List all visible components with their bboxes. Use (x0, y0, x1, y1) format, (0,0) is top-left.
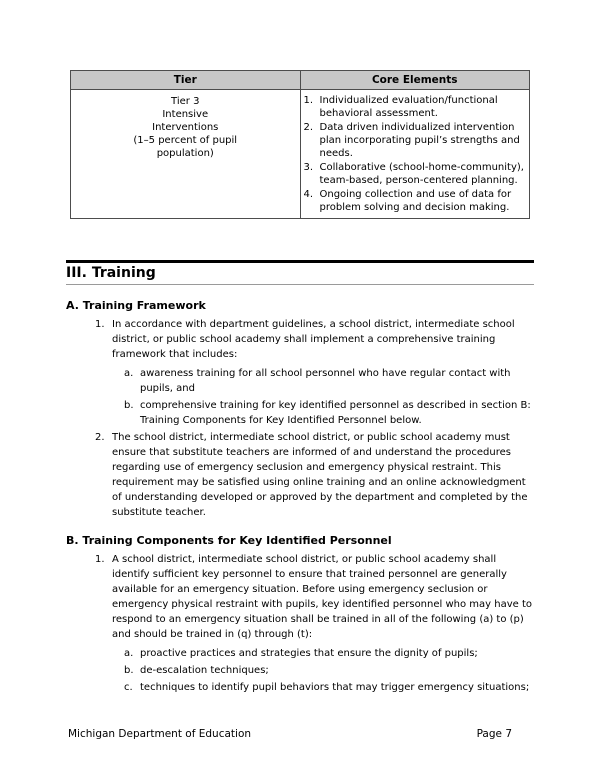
tier-line: Tier 3 (171, 96, 200, 107)
tier-core-elements-table (70, 70, 530, 219)
list-item-text: proactive practices and strategies that ensure the dignity of pupils; (140, 648, 478, 659)
list-subitem (124, 646, 534, 661)
list-marker: 2. (95, 432, 105, 443)
tier-line: population) (156, 148, 214, 159)
core-elements-cell (300, 90, 530, 219)
list-item-text: The school district, intermediate school district, or public school academy must ensure that substitute teachers are informed of and understand the procedures regarding use of emergency seclusion and emergency physical restraint. This requirement may be satisfied using online training and an online acknowledgment of understanding developed or approved by the department and completed by the substitute teacher. (112, 432, 528, 518)
list-item (95, 317, 534, 362)
list-marker: 4. (303, 189, 314, 200)
list-item-text: Data driven individualized intervention plan incorporating pupil’s strengths and needs. (319, 122, 520, 159)
list-marker: b. (124, 400, 134, 411)
section-title: III. Training (66, 265, 156, 281)
list-marker: a. (124, 648, 134, 659)
list-item-text: de-escalation techniques; (140, 665, 269, 676)
core-element-item (304, 94, 526, 120)
list-subitem (124, 663, 534, 678)
list-marker: 1. (95, 319, 105, 330)
list-marker: 3. (303, 162, 314, 173)
subsection-a-heading: A. Training Framework (66, 299, 206, 312)
list-subitem (124, 398, 534, 428)
list-marker: c. (124, 682, 133, 693)
list-item-text: Collaborative (school-home-community), team-based, person-centered planning. (319, 162, 524, 186)
list-marker: 1. (303, 95, 314, 106)
list-item (95, 552, 534, 642)
core-element-item (304, 161, 526, 187)
list-item-text: Individualized evaluation/functional behavioral assessment. (319, 95, 498, 119)
list-marker: 2. (303, 122, 314, 133)
list-item-text: awareness training for all school personnel who have regular contact with pupils, and (140, 368, 511, 394)
tier-line: (1–5 percent of pupil (133, 135, 238, 146)
tier-line: Interventions (152, 122, 219, 133)
list-item-text: Ongoing collection and use of data for problem solving and decision making. (319, 189, 512, 213)
list-item (95, 430, 534, 520)
list-item-text: techniques to identify pupil behaviors that may trigger emergency situations; (140, 682, 530, 693)
list-item-text: A school district, intermediate school district, or public school academy shall identify sufficient key personnel to ensure that trained personnel are generally available for an emergency situation. Before using emergency seclusion or emergency physical restraint with pupils, key identified personnel who may have to respond to an emergency situation shall be trained in all of the following (a) to (p) and should be trained in (q) through (t): (112, 554, 533, 640)
tier-cell (71, 90, 301, 219)
list-subitem (124, 680, 534, 695)
section-divider-top (66, 260, 534, 263)
table-row (71, 90, 530, 219)
list-subitem (124, 366, 534, 396)
core-element-item (304, 121, 526, 160)
subsection-b-heading: B. Training Components for Key Identified Personnel (66, 534, 392, 547)
tier-line: Intensive (162, 109, 209, 120)
footer-page-number: Page 7 (476, 728, 512, 740)
list-item-text: In accordance with department guidelines, a school district, intermediate school district, or public school academy shall implement a comprehensive training framework that includes: (112, 319, 515, 360)
list-marker: b. (124, 665, 134, 676)
table-header-tier: Tier (71, 71, 301, 90)
list-marker: 1. (95, 554, 105, 565)
section-divider-bottom (66, 284, 534, 285)
table-header-core-elements: Core Elements (300, 71, 530, 90)
core-element-item (304, 188, 526, 214)
list-marker: a. (124, 368, 134, 379)
page-footer (68, 727, 512, 742)
list-item-text: comprehensive training for key identified personnel as described in section B: Training Components for Key Identified Personnel below. (140, 400, 531, 426)
footer-organization: Michigan Department of Education (68, 728, 252, 740)
table-header-row (71, 71, 530, 90)
